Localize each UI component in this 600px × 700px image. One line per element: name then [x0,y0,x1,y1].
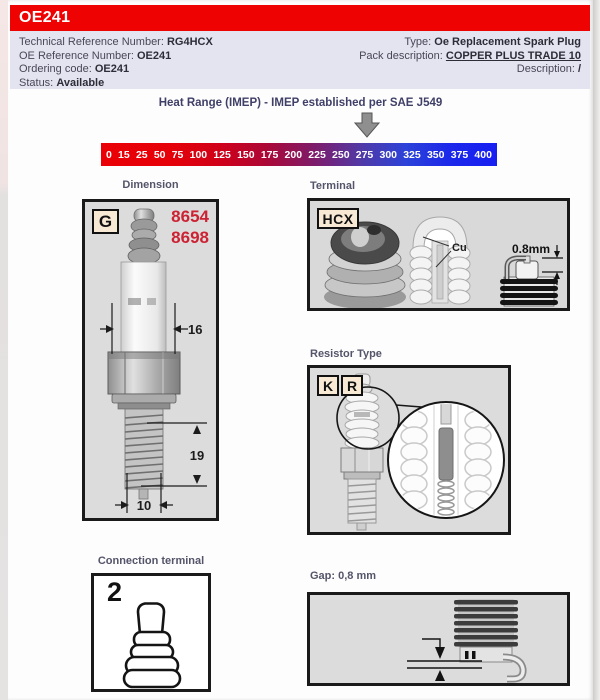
resistor-code-badge-k: K [317,375,339,396]
part-numbers [171,206,209,248]
gap-diagram-box [307,592,570,686]
terminal-code-badge: HCX [317,208,359,229]
info-panel [10,31,590,89]
scale-value: 350 [426,148,445,161]
heat-range-scale [101,143,497,166]
terminal-section-title: Terminal [310,180,356,192]
scale-value: 125 [213,148,231,161]
scale-value: 175 [260,148,279,161]
info-row: Ordering code: OE241 [19,63,130,75]
scale-value: 325 [403,148,421,161]
scale-value: 275 [355,148,374,161]
terminal-diagram-box [307,198,570,311]
scale-value: 400 [474,148,492,161]
scale-value: 25 [135,148,148,161]
connection-code: 2 [107,577,123,607]
scale-value: 200 [284,148,303,161]
product-code: OE241 [19,9,71,26]
heat-range-title: Heat Range (IMEP) - IMEP established per SAE J549 [158,97,443,109]
scale-value: 250 [332,148,350,161]
part-number: 8654 [171,207,209,226]
page-title-bar [10,5,590,31]
scale-value: 150 [237,148,255,161]
info-row: Description: / [516,63,581,75]
scale-value: 50 [153,148,166,161]
spark-plug-dimension-drawing [85,202,216,518]
info-row: Status: Available [19,76,105,89]
resistor-section-title: Resistor Type [310,348,382,360]
photo-edge-right [592,0,600,700]
resistor-diagram-box [307,365,511,535]
info-left-column [19,36,213,90]
connection-terminal-box [91,573,211,692]
scale-value: 300 [379,148,398,161]
cu-label: Cu [452,242,467,254]
photo-edge-left [0,0,8,700]
scale-value: 100 [189,148,208,161]
heat-range-pointer-arrow-icon [354,112,380,138]
info-row: OE Reference Number: OE241 [19,49,172,62]
info-row: Technical Reference Number: RG4HCX [19,36,213,48]
scale-value: 375 [450,148,469,161]
gap-section-title: Gap: 0,8 mm [310,570,377,582]
terminal-gap-label: 0.8mm [511,242,551,256]
dimension-section-title: Dimension [122,179,179,191]
info-right-column [359,36,581,77]
dimension-type-code-badge: G [92,209,119,234]
info-row: Type: Oe Replacement Spark Plug [404,36,581,48]
scale-value: 75 [171,148,184,161]
dimension-diagram-box [82,199,219,521]
gap-illustration [310,595,567,683]
dim-thread-diameter-label: 10 [136,498,152,513]
connection-section-title: Connection terminal [97,555,205,567]
catalog-page [8,0,593,700]
scale-value: 0 [106,148,112,161]
part-number: 8698 [171,228,209,247]
dim-insulator-label: 16 [188,322,203,337]
info-row: Pack description: COPPER PLUS TRADE 10 [359,49,581,62]
dim-thread-length-label: 19 [189,448,205,463]
resistor-code-badge-r: R [341,375,363,396]
scale-value: 15 [118,148,130,161]
scale-value: 225 [308,148,326,161]
resistor-illustration [310,368,508,532]
